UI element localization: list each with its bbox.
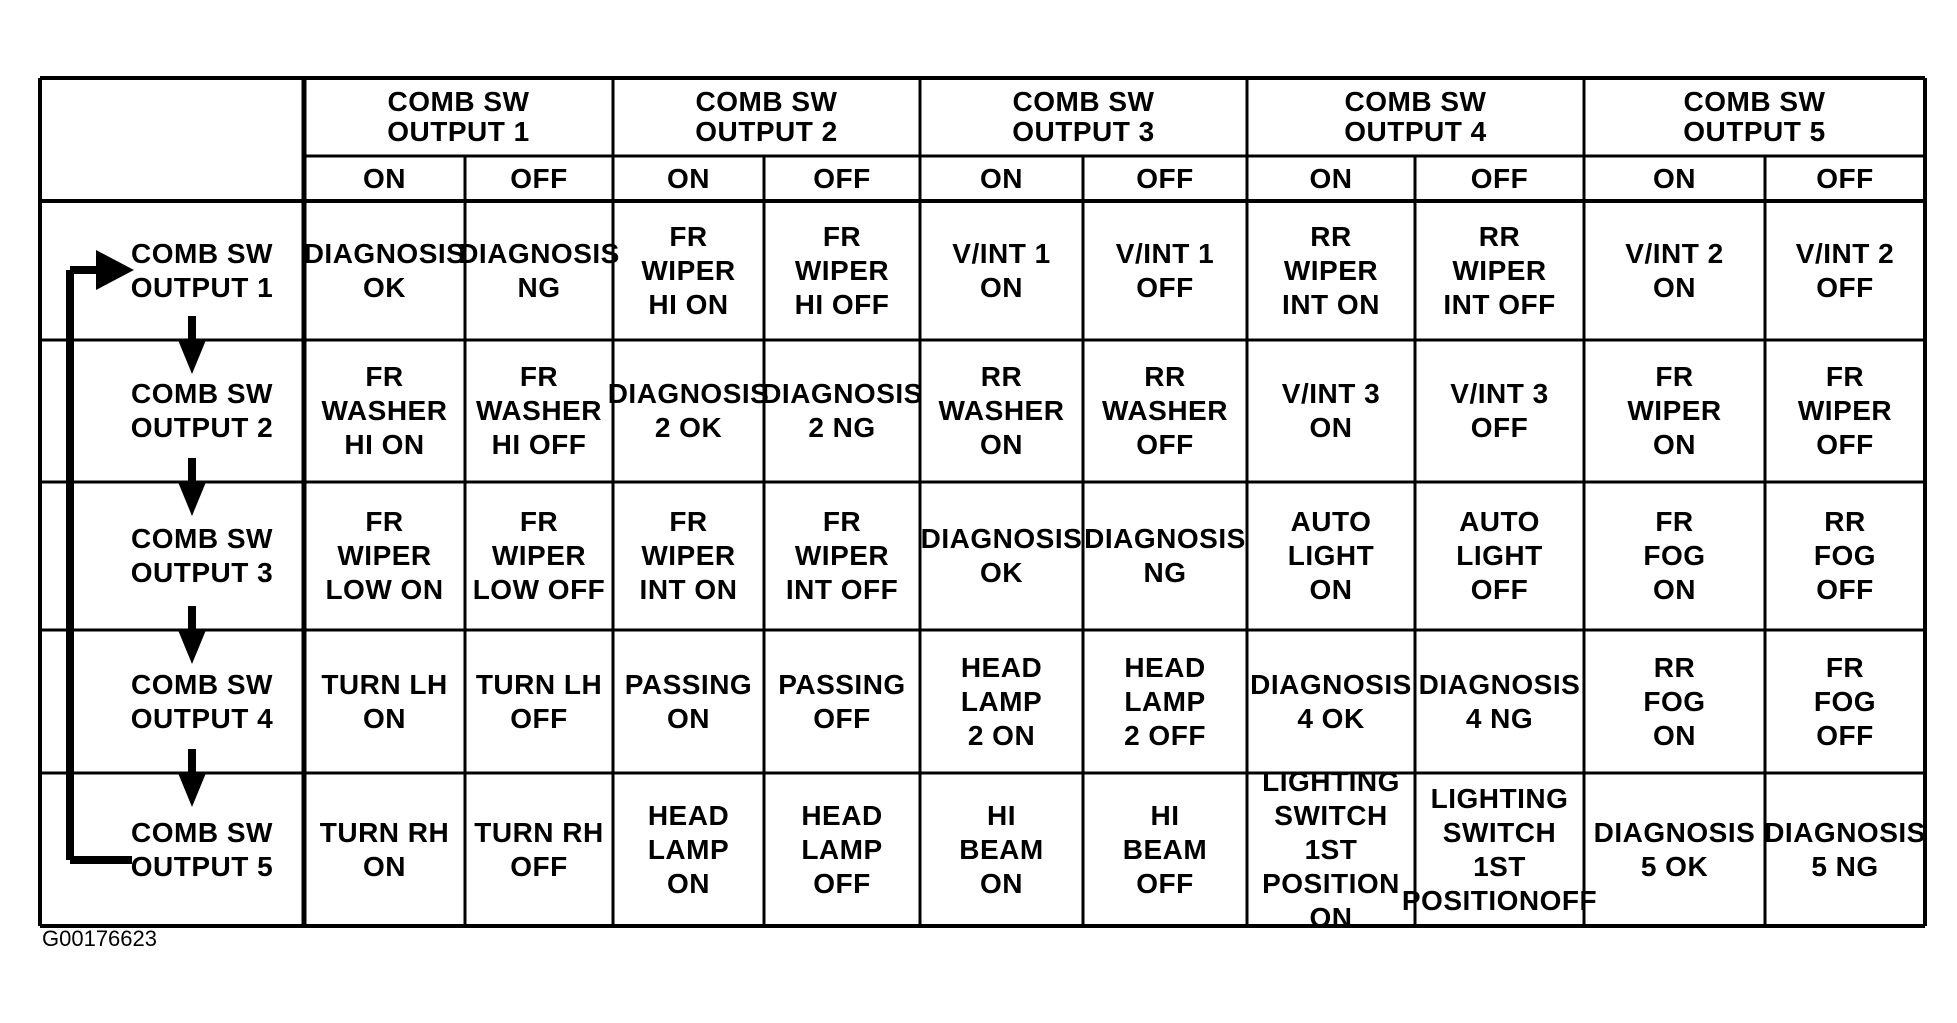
column-subheader-on: ON [980,162,1023,194]
table-cell: FR WIPER HI OFF [794,220,890,320]
table-cell: DIAGNOSIS OK [303,237,466,303]
row-label-output-2: COMB SW OUTPUT 2 [130,378,274,443]
table-cell: FR WIPER ON [1627,361,1722,460]
column-header-output-5: COMB SW OUTPUT 5 [1683,86,1826,147]
table-cell: V/INT 1 ON [952,237,1051,303]
table-cell: HEAD LAMP 2 ON [960,651,1043,751]
table-cell: RR FOG OFF [1813,506,1877,605]
table-cell: FR WIPER LOW ON [325,506,444,605]
table-cell: RR FOG ON [1643,651,1706,751]
table-cell: FR WASHER HI ON [321,361,448,460]
table-cell: DIAGNOSIS NG [458,237,620,303]
column-header-output-2: COMB SW OUTPUT 2 [695,86,838,147]
column-header-output-1: COMB SW OUTPUT 1 [387,86,530,147]
table-cell: V/INT 3 ON [1281,378,1381,443]
figure-id: G00176623 [42,926,157,951]
column-subheader-on: ON [667,162,710,194]
table-cell: AUTO LIGHT ON [1287,506,1375,605]
table-cell: PASSING ON [624,668,753,734]
table-cell: DIAGNOSIS 5 NG [1764,816,1926,882]
table-cell: V/INT 2 OFF [1795,237,1895,303]
table-cell: FR FOG ON [1643,506,1706,605]
row-label-output-1: COMB SW OUTPUT 1 [130,237,274,303]
table-cell: TURN LH ON [321,668,448,734]
row-label-output-3: COMB SW OUTPUT 3 [130,523,274,588]
column-subheader-off: OFF [510,162,568,194]
table-cell: FR WIPER INT ON [639,506,738,605]
table-cell: DIAGNOSIS 4 OK [1250,668,1412,734]
table-cell: DIAGNOSIS 2 OK [607,378,770,443]
column-subheader-off: OFF [1816,162,1874,194]
table-cell: DIAGNOSIS 5 OK [1593,816,1756,882]
table-cell: HEAD LAMP OFF [801,799,883,899]
table-cell: HEAD LAMP ON [647,799,730,899]
column-subheader-on: ON [363,162,406,194]
table-cell: DIAGNOSIS OK [920,523,1083,588]
table-cell: FR WASHER HI OFF [476,361,602,460]
table-cell: DIAGNOSIS NG [1084,523,1246,588]
table-cell: FR WIPER INT OFF [785,506,899,605]
table-cell: TURN RH OFF [474,816,604,882]
table-cell: RR WASHER OFF [1102,361,1228,460]
column-header-output-4: COMB SW OUTPUT 4 [1344,86,1487,147]
table-cell: V/INT 2 ON [1625,237,1724,303]
table-cell: DIAGNOSIS 4 NG [1418,668,1581,734]
table-cell: V/INT 1 OFF [1115,237,1215,303]
table-cell: FR WIPER LOW OFF [472,506,606,605]
table-cell: RR WIPER INT OFF [1443,220,1556,320]
table-cell: V/INT 3 OFF [1450,378,1549,443]
column-subheader-on: ON [1309,162,1353,194]
table-cell: FR WIPER OFF [1797,361,1893,460]
column-subheader-off: OFF [1136,162,1194,194]
table-cell: TURN RH ON [319,816,450,882]
table-cell: RR WIPER INT ON [1282,220,1380,320]
row-label-output-4: COMB SW OUTPUT 4 [130,668,274,734]
column-subheader-off: OFF [813,162,871,194]
table-cell: HI BEAM OFF [1122,799,1208,899]
table-cell: TURN LH OFF [475,668,603,734]
table-cell: LIGHTING SWITCH 1ST POSITIONOFF [1401,782,1598,916]
column-header-output-3: COMB SW OUTPUT 3 [1012,86,1155,147]
table-cell: HI BEAM ON [959,799,1044,899]
column-subheader-on: ON [1653,162,1696,194]
table-cell: FR FOG OFF [1813,651,1877,751]
table-cell: LIGHTING SWITCH 1ST POSITION ON [1262,765,1400,933]
table-cell: AUTO LIGHT OFF [1456,506,1543,605]
table-cell: HEAD LAMP 2 OFF [1124,651,1206,751]
table-cell: DIAGNOSIS 2 NG [761,378,923,443]
table-cell: FR WIPER HI ON [641,220,736,320]
row-label-output-5: COMB SW OUTPUT 5 [130,816,274,882]
table-cell: PASSING OFF [778,668,906,734]
table-cell: RR WASHER ON [938,361,1065,460]
column-subheader-off: OFF [1470,162,1529,194]
